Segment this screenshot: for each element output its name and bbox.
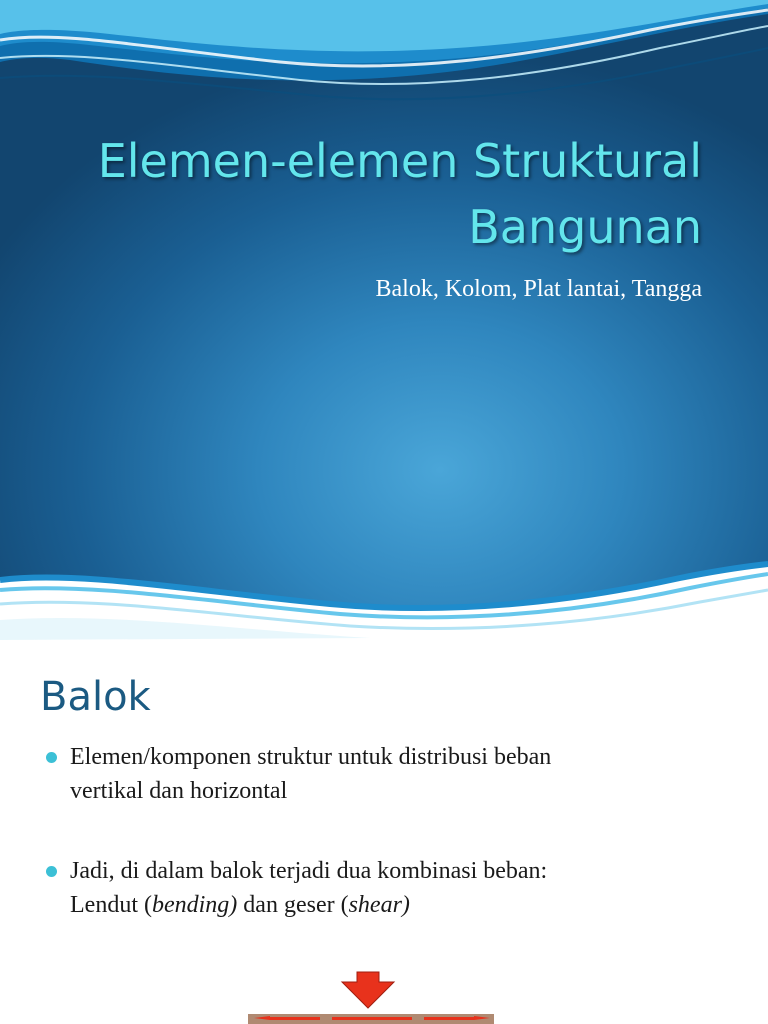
bullet-dot-icon: [46, 866, 57, 877]
slide-subtitle: Balok, Kolom, Plat lantai, Tangga: [375, 276, 702, 302]
load-arrow-icon: [342, 972, 394, 1008]
bullet-text-segment: Lendut (: [70, 892, 152, 918]
bullet-text-line: Jadi, di dalam balok terjadi dua kombinasi beban:: [70, 858, 548, 884]
shear-arrow-left-shaft: [270, 1017, 320, 1020]
slide-title: [2, 128, 702, 260]
top-wave-decoration: [0, 0, 768, 110]
bullet-item: [46, 740, 726, 808]
shear-arrow-right-shaft: [424, 1017, 474, 1020]
slide-title-line-2: Bangunan: [468, 200, 702, 254]
shear-arrow-mid-shaft: [332, 1017, 412, 1020]
bullet-text-line: vertikal dan horizontal: [70, 778, 288, 804]
content-slide-balok: [0, 640, 768, 1024]
section-title: Balok: [40, 674, 151, 720]
bullet-text-line: Elemen/komponen struktur untuk distribusi beban: [70, 744, 552, 770]
bullet-text-italic: bending): [151, 892, 238, 918]
bullet-text-italic: shear): [348, 892, 410, 918]
bullet-item: [46, 854, 726, 922]
beam-diagram-svg: [214, 958, 536, 1024]
bullet-list: [46, 740, 726, 922]
bullet-text-segment: dan geser (: [237, 892, 349, 918]
slide-title-line-1: Elemen-elemen Struktural: [97, 134, 702, 188]
bottom-wave-decoration: [0, 560, 768, 640]
beam-load-diagram: [214, 958, 536, 1024]
bullet-dot-icon: [46, 752, 57, 763]
